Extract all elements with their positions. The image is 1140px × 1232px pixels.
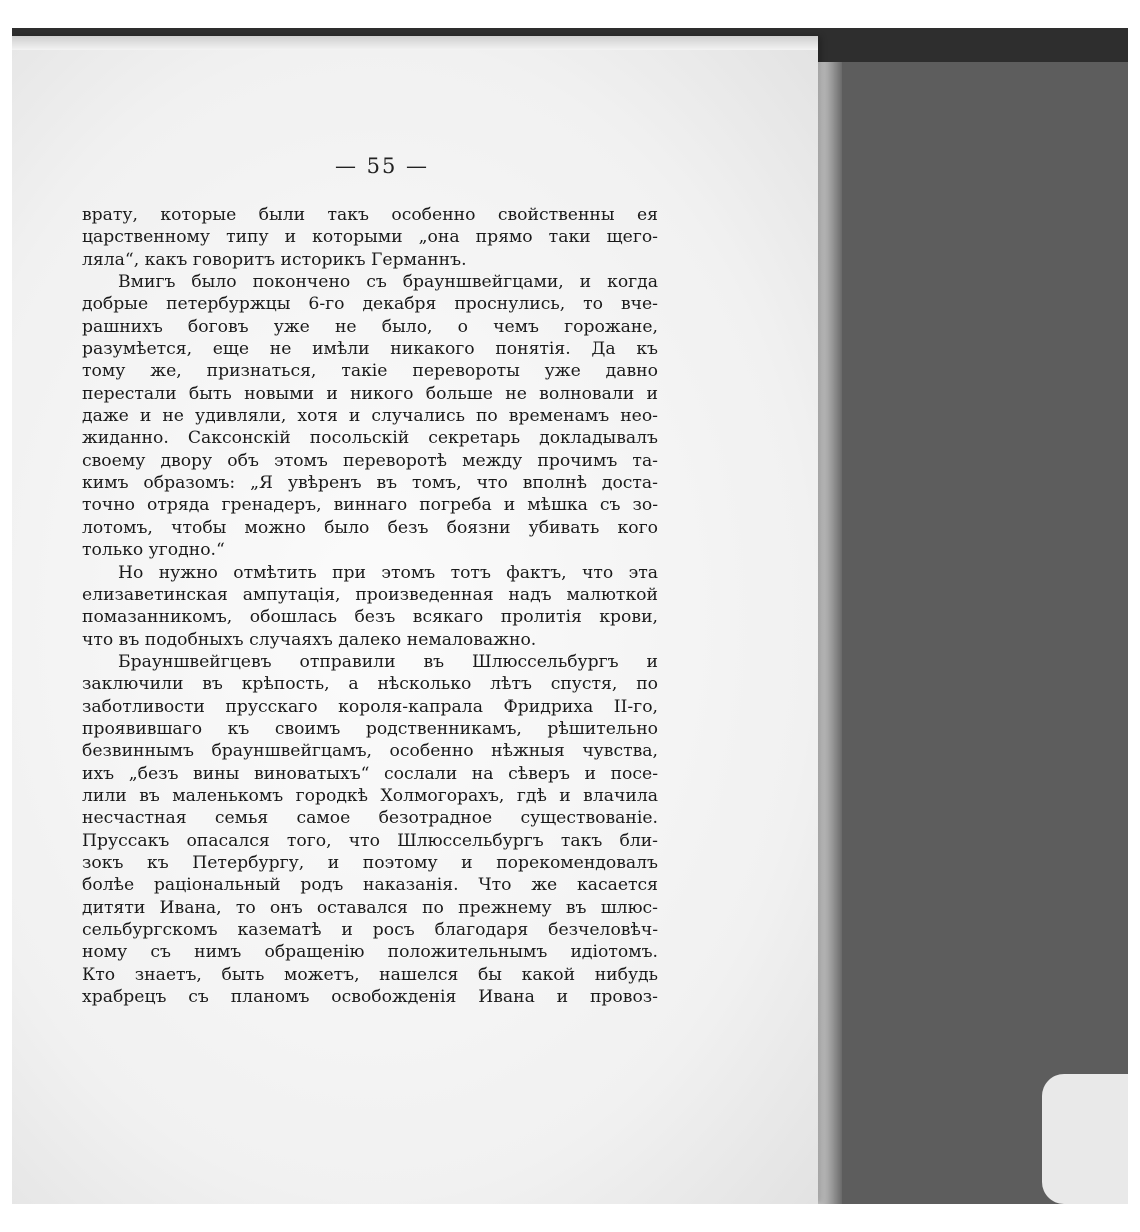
text-line: помазанникомъ, обошлась безъ всякаго пролитія крови, — [82, 607, 658, 628]
text-line: несчастная семья самое безотрадное существованіе. — [82, 808, 658, 829]
text-line: врату, которые были такъ особенно свойственны ея — [82, 205, 658, 225]
text-line: что въ подобныхъ случаяхъ далеко немаловажно. — [82, 629, 537, 650]
text-line: своему двору объ этомъ переворотѣ между прочимъ та- — [82, 450, 658, 471]
text-line: царственному типу и которыми „она прямо таки щего- — [82, 227, 658, 248]
text-line: Пруссакъ опасался того, что Шлюссельбургъ такъ бли- — [82, 830, 658, 851]
book-cover-board — [824, 62, 1128, 1204]
text-line: ляла“, какъ говоритъ историкъ Германнъ. — [82, 249, 467, 270]
text-line: заключили въ крѣпость, а нѣсколько лѣтъ спустя, по — [82, 674, 658, 695]
page-text — [82, 204, 658, 1008]
page-edges — [816, 62, 842, 1204]
text-line: кимъ образомъ: „Я увѣренъ въ томъ, что вполнѣ доста- — [82, 473, 658, 494]
text-line: Кто знаетъ, быть можетъ, нашелся бы какой нибудь — [82, 964, 658, 985]
page-top-edge — [12, 36, 818, 50]
text-line: зокъ къ Петербургу, и поэтому и порекомендовалъ — [82, 852, 658, 873]
text-line: даже и не удивляли, хотя и случались по временамъ нео- — [82, 406, 658, 427]
text-line: перестали быть новыми и никого больше не волновали и — [82, 383, 658, 404]
text-line: ихъ „безъ вины виноватыхъ“ сослали на сѣверъ и посе- — [82, 763, 658, 784]
text-line: лотомъ, чтобы можно было безъ боязни убивать кого — [82, 517, 658, 538]
text-line: болѣе раціональный родъ наказанія. Что же касается — [82, 875, 658, 896]
text-line: сельбургскомъ казематѣ и росъ благодаря безчеловѣч- — [82, 920, 658, 940]
text-line: рашнихъ боговъ уже не было, о чемъ горожане, — [82, 316, 658, 337]
text-line: заботливости прусскаго короля-капрала Фридриха ІІ-го, — [82, 696, 658, 717]
text-line: разумѣется, еще не имѣли никакого понятія. Да къ — [82, 339, 658, 360]
text-line: проявившаго къ своимъ родственникамъ, рѣшительно — [82, 718, 658, 739]
text-line: жиданно. Саксонскій посольскій секретарь докладывалъ — [82, 428, 658, 449]
text-line: храбрецъ съ планомъ освобожденія Ивана и провоз- — [82, 987, 658, 1008]
text-line: Вмигъ было покончено съ брауншвейгцами, и когда — [118, 272, 658, 293]
text-line: только угодно.“ — [82, 540, 225, 561]
text-line: Брауншвейгцевъ отправили въ Шлюссельбургъ и — [118, 651, 658, 672]
text-line: елизаветинская ампутація, произведенная надъ малюткой — [82, 584, 658, 605]
book-page — [12, 36, 818, 1204]
text-line: тому же, признаться, такіе перевороты уже давно — [82, 361, 658, 382]
text-line: Но нужно отмѣтить при этомъ тотъ фактъ, что эта — [118, 562, 658, 583]
text-line: лили въ маленькомъ городкѣ Холмогорахъ, гдѣ и влачила — [82, 785, 658, 806]
text-line: ному съ нимъ обращенію положительнымъ идіотомъ. — [82, 942, 658, 963]
scanned-book-spread — [12, 28, 1128, 1204]
text-line: точно отряда гренадеръ, виннаго погреба и мѣшка съ зо- — [82, 495, 658, 516]
paper-tab — [1042, 1074, 1128, 1204]
text-line: добрые петербуржцы 6-го декабря проснулись, то вче- — [82, 294, 658, 315]
text-line: безвиннымъ брауншвейгцамъ, особенно нѣжныя чувства, — [82, 741, 658, 762]
page-number: — 55 — — [334, 154, 430, 178]
text-line: дитяти Ивана, то онъ оставался по прежнему въ шлюс- — [82, 897, 658, 918]
